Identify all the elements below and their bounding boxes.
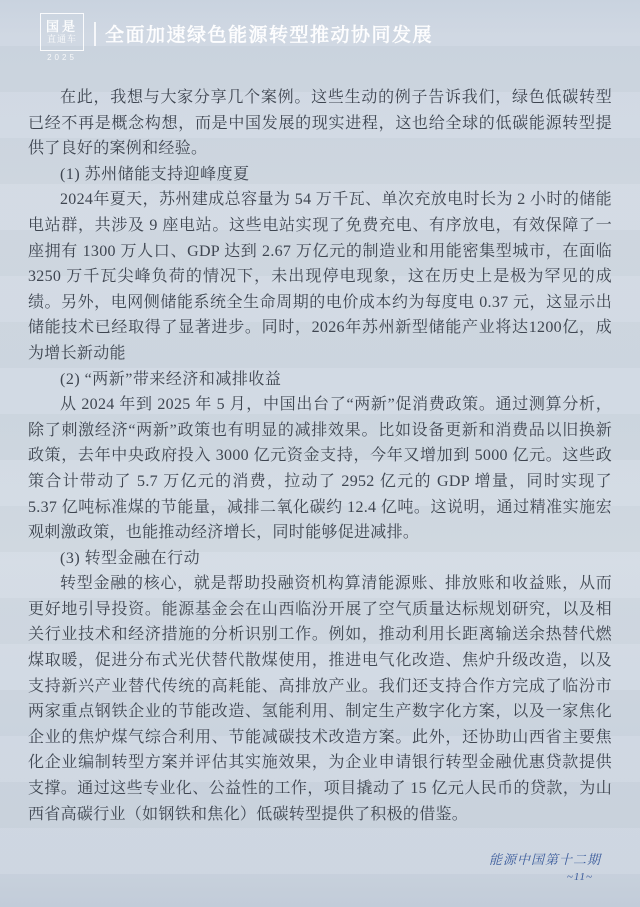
page-header	[40, 13, 612, 62]
section-heading-2: (2) “两新”带来经济和减排收益	[60, 370, 282, 388]
section-heading-1: (1) 苏州储能支持迎峰度夏	[60, 165, 250, 183]
brand-logo-year: 2025	[47, 53, 77, 62]
brand-logo	[40, 13, 84, 62]
section-2-paragraph: 从 2024 年到 2025 年 5 月，中国出台了“两新”促消费政策。通过测算分析，除了刺激经济“两新”政策也有明显的减排效果。比如设备更新和消费品以旧换新政策，去年中央政府投入 3000 亿元资金支持，今年又增加到 5000 亿元。这些政策合计带动了 5.7 万亿元的消费，拉动了 2952 亿元的 GDP 增量，同时实现了 5.37 亿吨标准煤的节能量，减排二氧化碳约 12.4 亿吨。这说明，通过精准实施宏观刺激政策，也能推动经济增长，同时能够促进减排。	[28, 396, 612, 542]
journal-title: 能源中国第十二期	[488, 852, 601, 867]
section-1-paragraph: 2024年夏天，苏州建成总容量为 54 万千瓦、单次充放电时长为 2 小时的储能电站群，共涉及 9 座电站。这些电站实现了免费充电、有序放电，有效保障了一座拥有 1300 万人口、GDP 达到 2.67 万亿元的制造业和用能密集型城市，在面临 3250 万千瓦尖峰负荷的情况下，未出现停电现象，这在历史上是极为罕见的成绩。另外，电网侧储能系统全生命周期的电价成本约为每度电 0.37 元，这显示出储能技术已经取得了显著进步。同时，2026年苏州新型储能产业将达1200亿，成为增长新动能	[28, 191, 612, 362]
header-divider	[94, 22, 96, 46]
intro-paragraph: 在此，我想与大家分享几个案例。这些生动的例子告诉我们，绿色低碳转型已经不再是概念构想，而是中国发展的现实进程，这也给全球的低碳能源转型提供了良好的案例和经验。	[28, 89, 612, 158]
section-heading-3: (3) 转型金融在行动	[60, 549, 201, 567]
page-footer	[489, 849, 601, 883]
page-number: ~11~	[566, 871, 593, 883]
brand-logo-text-bottom: 直通车	[46, 34, 77, 44]
page-title: 全面加速绿色能源转型推动协同发展	[105, 25, 434, 46]
brand-logo-text-top: 国是	[45, 19, 78, 34]
brand-logo-box	[40, 13, 84, 51]
document-body	[28, 85, 612, 827]
section-3-paragraph: 转型金融的核心，就是帮助投融资机构算清能源账、排放账和收益账，从而更好地引导投资。能源基金会在山西临汾开展了空气质量达标规划研究，以及相关行业技术和经济措施的分析识别工作。例如，推动利用长距离输送余热替代燃煤取暖，促进分布式光伏替代散煤使用，推进电气化改造、焦炉升级改造，以及支持新兴产业替代传统的高耗能、高排放产业。我们还支持合作方完成了临汾市两家重点钢铁企业的节能改造、氢能利用、制定生产数字化方案，以及一家焦化企业的焦炉煤气综合利用、节能减碳技术改造方案。此外，还协助山西省主要焦化企业编制转型方案并评估其实施效果，为企业申请银行转型金融优惠贷款提供支撑。通过这些专业化、公益性的工作，项目撬动了 15 亿元人民币的贷款，为山西省高碳行业（如钢铁和焦化）低碳转型提供了积极的借鉴。	[28, 575, 612, 823]
